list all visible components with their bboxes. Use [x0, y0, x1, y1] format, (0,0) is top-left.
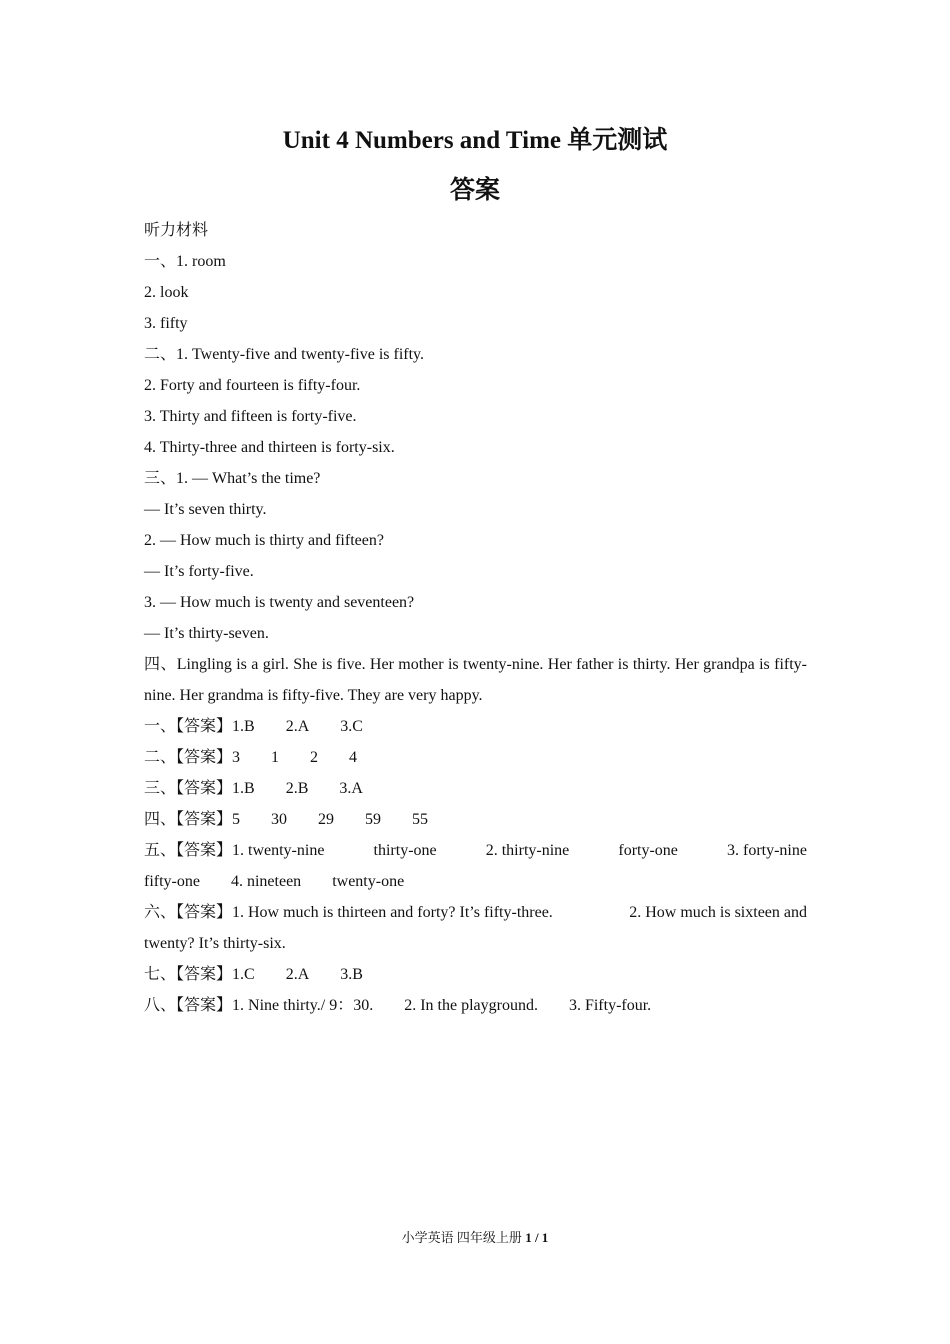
- answer-item: thirty-one: [373, 842, 437, 859]
- answer-item: twenty-one: [332, 873, 405, 890]
- answer-prefix: 七、【答案】: [144, 966, 233, 983]
- answer-row-4: [144, 804, 807, 835]
- answer-row-7: [144, 959, 807, 990]
- answer-item: 1.B: [232, 780, 255, 797]
- answer-item: 59: [365, 811, 382, 828]
- listening-line: 2. — How much is thirty and fifteen?: [144, 532, 384, 549]
- listening-heading: 听力材料: [144, 222, 209, 239]
- answer-item: 4. nineteen: [230, 873, 302, 890]
- answer-row-3: [144, 773, 807, 804]
- answer-item: 3.C: [340, 718, 363, 735]
- answer-item: 3.B: [340, 966, 363, 983]
- answer-row-1: [144, 711, 807, 742]
- answer-prefix: 四、【答案】: [144, 811, 233, 828]
- answer-row-8: [144, 990, 807, 1021]
- listening-line: 2. Forty and fourteen is fifty-four.: [144, 377, 361, 394]
- answer-item: 1: [271, 749, 280, 766]
- answer-row-6: [144, 897, 807, 928]
- answer-prefix: 二、【答案】: [144, 749, 233, 766]
- listening-line: 2. look: [144, 284, 189, 301]
- answer-row-5-cont: [144, 866, 807, 897]
- answer-item: forty-one: [618, 842, 678, 859]
- answer-item: 30: [271, 811, 288, 828]
- listening-line: 3. — How much is twenty and seventeen?: [144, 594, 415, 611]
- listening-line: 4. Thirty-three and thirteen is forty-six.: [144, 439, 395, 456]
- answer-item: 2. In the playground.: [404, 997, 538, 1014]
- answer-item: 1.B: [232, 718, 255, 735]
- answer-item: 2.A: [285, 718, 310, 735]
- answer-item: fifty-one: [144, 873, 200, 890]
- answer-row-6-cont: twenty? It’s thirty-six.: [144, 935, 286, 952]
- answer-item: 2. How much is sixteen and: [629, 904, 807, 921]
- answer-prefix: 一、【答案】: [144, 718, 233, 735]
- answer-item: 五、【答案】1. twenty-nine: [144, 842, 325, 859]
- page-number: 1 / 1: [525, 1230, 549, 1245]
- answer-item: 3.A: [339, 780, 363, 797]
- listening-passage: 四、Lingling is a girl. She is five. Her mother is twenty-nine. Her father is thirty. Her grandpa is fifty-nine. Her grandma is fifty-five. They are very happy.: [144, 656, 807, 704]
- answer-item: 2.A: [285, 966, 310, 983]
- answer-item: 4: [349, 749, 358, 766]
- answer-item: 29: [318, 811, 335, 828]
- footer-text: 小学英语 四年级上册: [401, 1230, 526, 1245]
- answer-item: 3. forty-nine: [726, 842, 807, 859]
- listening-line: 一、1. room: [144, 253, 226, 270]
- document-title: Unit 4 Numbers and Time 单元测试: [282, 127, 668, 154]
- answer-row-2: [144, 742, 807, 773]
- document-subtitle: 答案: [449, 177, 500, 204]
- answer-item: 六、【答案】1. How much is thirteen and forty? It’s fifty-three.: [144, 904, 553, 921]
- listening-line: — It’s thirty-seven.: [144, 625, 269, 642]
- answer-item: 3. Fifty-four.: [568, 997, 652, 1014]
- answer-item: 2. thirty-nine: [485, 842, 570, 859]
- page-footer: [0, 1228, 950, 1248]
- listening-line: 3. Thirty and fifteen is forty-five.: [144, 408, 357, 425]
- answer-item: 2: [310, 749, 319, 766]
- listening-line: — It’s forty-five.: [144, 563, 254, 580]
- listening-line: — It’s seven thirty.: [144, 501, 267, 518]
- answer-prefix: 三、【答案】: [144, 780, 233, 797]
- answer-item: 3: [232, 749, 241, 766]
- listening-line: 三、1. — What’s the time?: [144, 470, 321, 487]
- answer-item: 55: [412, 811, 429, 828]
- answer-item: 2.B: [285, 780, 309, 797]
- listening-line: 3. fifty: [144, 315, 188, 332]
- answer-row-5: [144, 835, 807, 866]
- listening-line: 二、1. Twenty-five and twenty-five is fifty.: [144, 346, 424, 363]
- answer-item: 1. Nine thirty./ 9：30.: [232, 997, 374, 1014]
- document-body: [144, 215, 807, 1021]
- answer-item: 1.C: [232, 966, 255, 983]
- answer-item: 5: [232, 811, 241, 828]
- answer-prefix: 八、【答案】: [144, 997, 233, 1014]
